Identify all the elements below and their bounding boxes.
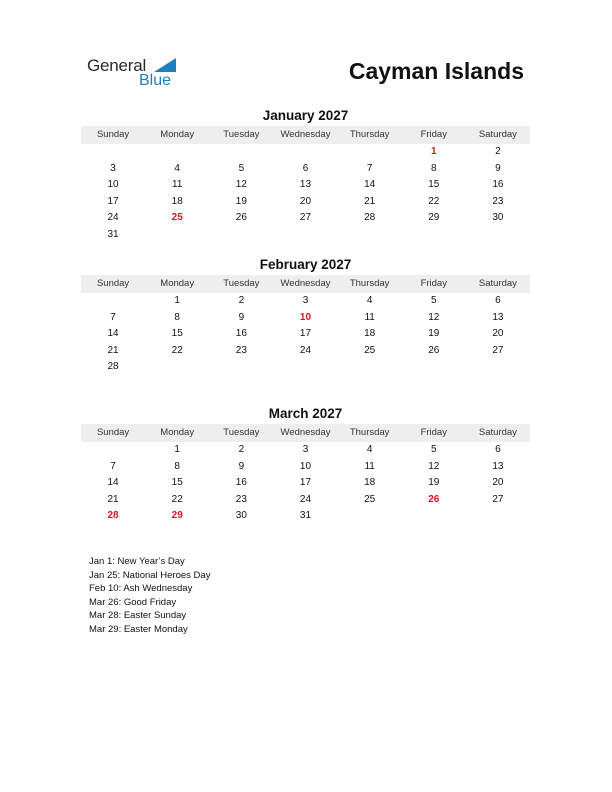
day-cell: 29: [428, 212, 440, 224]
weekday-label: Monday: [160, 427, 195, 438]
day-cell: 13: [299, 179, 312, 191]
holiday-entry: Mar 28: Easter Sunday: [89, 610, 187, 622]
day-cell: 21: [364, 195, 376, 207]
weekday-label: Friday: [420, 427, 447, 438]
day-cell: 28: [107, 361, 119, 373]
day-cell: 21: [107, 493, 119, 505]
month-title: March 2027: [268, 406, 343, 421]
day-cell: 10: [299, 460, 312, 472]
day-cell: 24: [299, 344, 312, 356]
day-cell: 27: [492, 344, 504, 356]
day-cell: 1: [174, 295, 180, 306]
day-cell: 14: [107, 328, 119, 340]
day-cell: 15: [171, 328, 183, 340]
day-cell: 14: [364, 179, 376, 191]
day-cell: 15: [428, 179, 440, 191]
day-cell: 26: [428, 344, 440, 356]
day-cell: 9: [495, 162, 501, 174]
day-cell: 28: [364, 212, 376, 224]
weekday-label: Saturday: [478, 427, 517, 438]
days-grid: [81, 144, 530, 244]
day-cell: 25: [364, 493, 376, 505]
day-cell: 17: [299, 477, 312, 489]
day-cell: 17: [107, 195, 119, 207]
weekday-label: Wednesday: [280, 129, 331, 140]
day-cell: 5: [238, 162, 245, 174]
day-cell: 6: [495, 444, 501, 455]
weekday-header: [81, 424, 530, 442]
holiday-entry: Mar 26: Good Friday: [89, 596, 177, 608]
month-calendar: [81, 107, 530, 244]
day-cell: 18: [364, 328, 376, 340]
day-cell: 6: [495, 295, 501, 306]
day-cell: 18: [364, 477, 376, 489]
day-cell: 2: [238, 444, 245, 455]
weekday-label: Tuesday: [223, 278, 260, 289]
weekday-label: Sunday: [96, 278, 130, 289]
page-title: Cayman Islands: [348, 58, 524, 84]
day-cell: 6: [302, 162, 309, 174]
month-calendar: [81, 405, 530, 525]
days-grid: [81, 442, 530, 525]
weekday-label: Tuesday: [223, 129, 260, 140]
day-cell: 19: [235, 195, 247, 207]
weekday-label: Wednesday: [280, 427, 331, 438]
empty-day-cell: [81, 144, 145, 161]
day-cell: 12: [235, 179, 247, 191]
empty-day-cell: [145, 144, 209, 161]
holiday-list: [89, 555, 210, 637]
day-cell: 11: [364, 311, 375, 323]
holiday-entry: Feb 10: Ash Wednesday: [89, 583, 193, 595]
day-cell: 11: [364, 460, 375, 472]
day-cell: 4: [366, 295, 373, 306]
day-cell: 3: [302, 444, 309, 455]
logo-text-blue: Blue: [139, 72, 172, 89]
day-cell: 14: [107, 477, 119, 489]
holiday-entry: Jan 25: National Heroes Day: [89, 569, 211, 581]
empty-day-cell: [273, 144, 337, 161]
day-cell: 30: [492, 212, 504, 224]
day-cell: 5: [430, 444, 437, 455]
day-cell: 23: [235, 344, 247, 356]
weekday-label: Monday: [160, 278, 195, 289]
day-cell: 7: [366, 162, 373, 174]
weekday-label: Saturday: [478, 278, 517, 289]
day-cell: 8: [174, 460, 180, 472]
day-cell: 22: [171, 493, 183, 505]
day-cell: 15: [171, 477, 183, 489]
day-cell: 8: [430, 162, 437, 174]
day-cell: 23: [235, 493, 247, 505]
empty-day-cell: [81, 293, 145, 310]
day-cell: 19: [428, 477, 440, 489]
day-cell: 13: [492, 460, 504, 472]
day-cell: 20: [492, 328, 504, 340]
holiday-day-cell: 25: [171, 212, 183, 224]
weekday-label: Saturday: [478, 129, 517, 140]
logo-triangle-icon: [154, 58, 176, 72]
day-cell: 22: [171, 344, 183, 356]
day-cell: 2: [495, 146, 501, 157]
weekday-header: [81, 126, 530, 144]
holiday-day-cell: 26: [428, 493, 440, 505]
holiday-entry: Mar 29: Easter Monday: [89, 623, 188, 635]
day-cell: 8: [174, 311, 180, 323]
day-cell: 5: [430, 295, 437, 306]
day-cell: 10: [107, 179, 119, 191]
logo-text-general: General: [87, 56, 147, 75]
weekday-header: [81, 275, 530, 293]
day-cell: 9: [238, 311, 245, 323]
day-cell: 21: [107, 344, 119, 356]
holiday-day-cell: 28: [107, 510, 119, 522]
day-cell: 12: [428, 311, 440, 323]
day-cell: 4: [366, 444, 373, 455]
day-cell: 27: [492, 493, 504, 505]
holiday-day-cell: 29: [171, 510, 183, 522]
holiday-entry: Jan 1: New Year’s Day: [89, 556, 185, 567]
day-cell: 20: [299, 195, 312, 207]
weekday-label: Friday: [420, 278, 447, 289]
day-cell: 20: [492, 477, 504, 489]
month-title: February 2027: [259, 257, 352, 272]
brand-logo: [87, 56, 197, 92]
weekday-label: Friday: [420, 129, 447, 140]
day-cell: 19: [428, 328, 440, 340]
day-cell: 9: [238, 460, 245, 472]
day-cell: 27: [299, 212, 312, 224]
day-cell: 16: [235, 477, 247, 489]
day-cell: 11: [172, 179, 183, 191]
empty-day-cell: [209, 144, 273, 161]
holiday-day-cell: 1: [430, 146, 437, 157]
day-cell: 3: [110, 162, 116, 174]
day-cell: 24: [299, 493, 312, 505]
day-cell: 17: [299, 328, 312, 340]
day-cell: 12: [428, 460, 440, 472]
month-title: January 2027: [262, 108, 349, 123]
day-cell: 4: [174, 162, 180, 174]
weekday-label: Monday: [160, 129, 195, 140]
day-cell: 7: [110, 460, 116, 472]
day-cell: 18: [171, 195, 183, 207]
day-cell: 1: [174, 444, 180, 455]
weekday-label: Thursday: [349, 427, 390, 438]
weekday-label: Sunday: [96, 427, 130, 438]
day-cell: 24: [107, 212, 119, 224]
empty-day-cell: [81, 442, 145, 459]
day-cell: 3: [302, 295, 309, 306]
day-cell: 13: [492, 311, 504, 323]
day-cell: 25: [364, 344, 376, 356]
empty-day-cell: [338, 144, 402, 161]
day-cell: 26: [235, 212, 247, 224]
weekday-label: Thursday: [349, 278, 390, 289]
day-cell: 30: [235, 510, 247, 522]
days-grid: [81, 293, 530, 376]
day-cell: 22: [428, 195, 440, 207]
day-cell: 7: [110, 311, 116, 323]
day-cell: 16: [235, 328, 247, 340]
weekday-label: Thursday: [349, 129, 390, 140]
day-cell: 31: [299, 510, 312, 522]
day-cell: 2: [238, 295, 245, 306]
weekday-label: Sunday: [96, 129, 130, 140]
day-cell: 23: [492, 195, 504, 207]
weekday-label: Tuesday: [223, 427, 260, 438]
weekday-label: Wednesday: [280, 278, 331, 289]
holiday-day-cell: 10: [299, 311, 312, 323]
day-cell: 31: [107, 228, 119, 240]
month-calendar: [81, 256, 530, 376]
day-cell: 16: [492, 179, 504, 191]
